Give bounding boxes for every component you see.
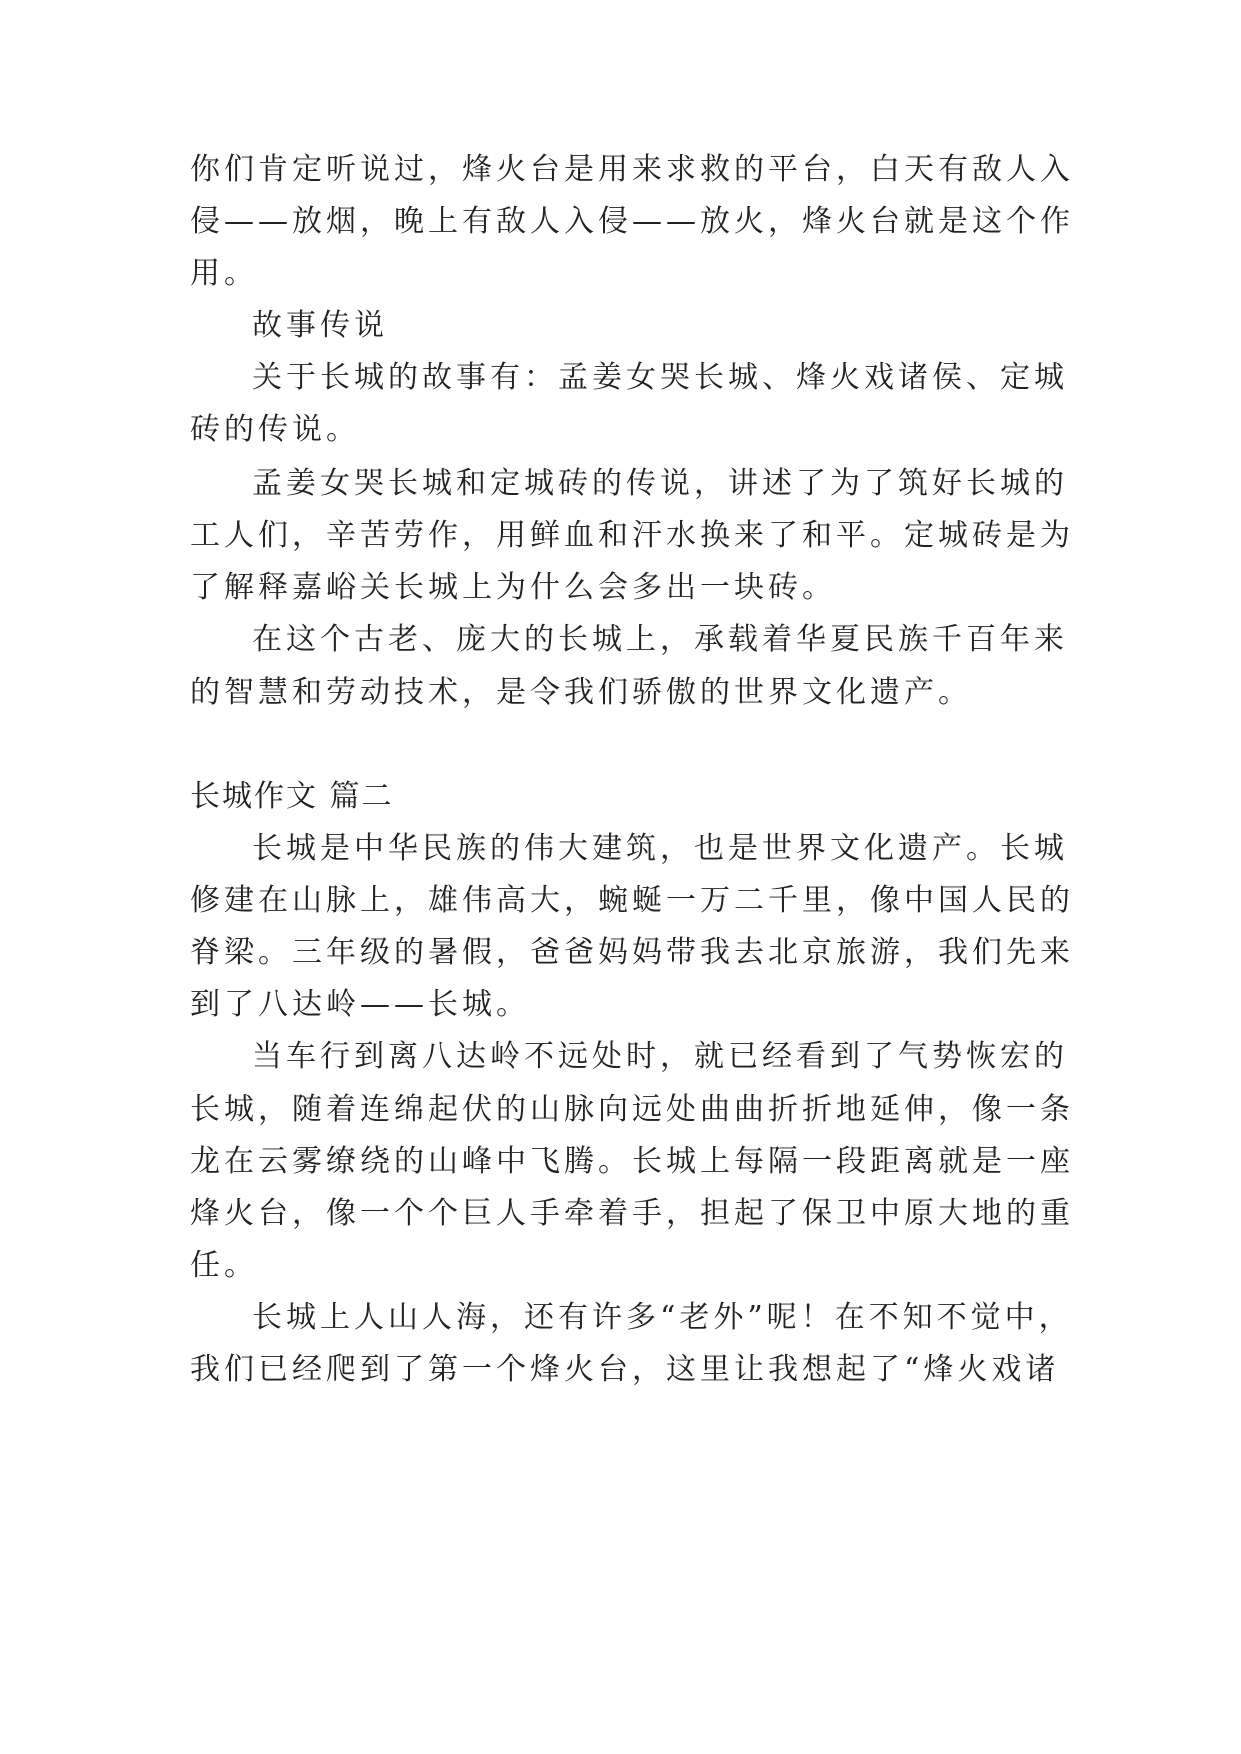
text-line: 龙在云雾缭绕的山峰中飞腾。长城上每隔一段距离就是一座 <box>190 1144 1074 1179</box>
text-line: 修建在山脉上，雄伟高大，蜿蜒一万二千里，像中国人民的 <box>190 883 1074 918</box>
text-line: 到了八达岭——长城。 <box>190 987 530 1022</box>
text-line: 长城，随着连绵起伏的山脉向远处曲曲折折地延伸，像一条 <box>190 1092 1074 1127</box>
article-title: 长城作文 篇二 <box>190 779 394 814</box>
section-heading: 故事传说 <box>252 308 388 343</box>
text-line: 关于长城的故事有：孟姜女哭长城、烽火戏诸侯、定城 <box>252 360 1068 395</box>
text-line: 用。 <box>190 256 258 291</box>
text-line: 砖的传说。 <box>190 412 360 447</box>
text-line: 你们肯定听说过，烽火台是用来求救的平台，白天有敌人入 <box>190 152 1074 187</box>
text-line: 侵——放烟，晚上有敌人入侵——放火，烽火台就是这个作 <box>190 204 1074 239</box>
text-line: 工人们，辛苦劳作，用鲜血和汗水换来了和平。定城砖是为 <box>190 518 1074 553</box>
text-line: 任。 <box>190 1248 258 1283</box>
text-line: 我们已经爬到了第一个烽火台，这里让我想起了“烽火戏诸 <box>190 1352 1060 1387</box>
text-line: 孟姜女哭长城和定城砖的传说，讲述了为了筑好长城的 <box>252 466 1068 501</box>
text-line: 当车行到离八达岭不远处时，就已经看到了气势恢宏的 <box>252 1039 1068 1074</box>
text-line: 烽火台，像一个个巨人手牵着手，担起了保卫中原大地的重 <box>190 1196 1074 1231</box>
text-line: 长城上人山人海，还有许多“老外”呢！在不知不觉中， <box>252 1300 1073 1335</box>
text-line: 脊梁。三年级的暑假，爸爸妈妈带我去北京旅游，我们先来 <box>190 935 1074 970</box>
text-line: 在这个古老、庞大的长城上，承载着华夏民族千百年来 <box>252 622 1068 657</box>
text-line: 了解释嘉峪关长城上为什么会多出一块砖。 <box>190 570 836 605</box>
text-line: 的智慧和劳动技术，是令我们骄傲的世界文化遗产。 <box>190 675 972 710</box>
text-line: 长城是中华民族的伟大建筑，也是世界文化遗产。长城 <box>252 831 1068 866</box>
